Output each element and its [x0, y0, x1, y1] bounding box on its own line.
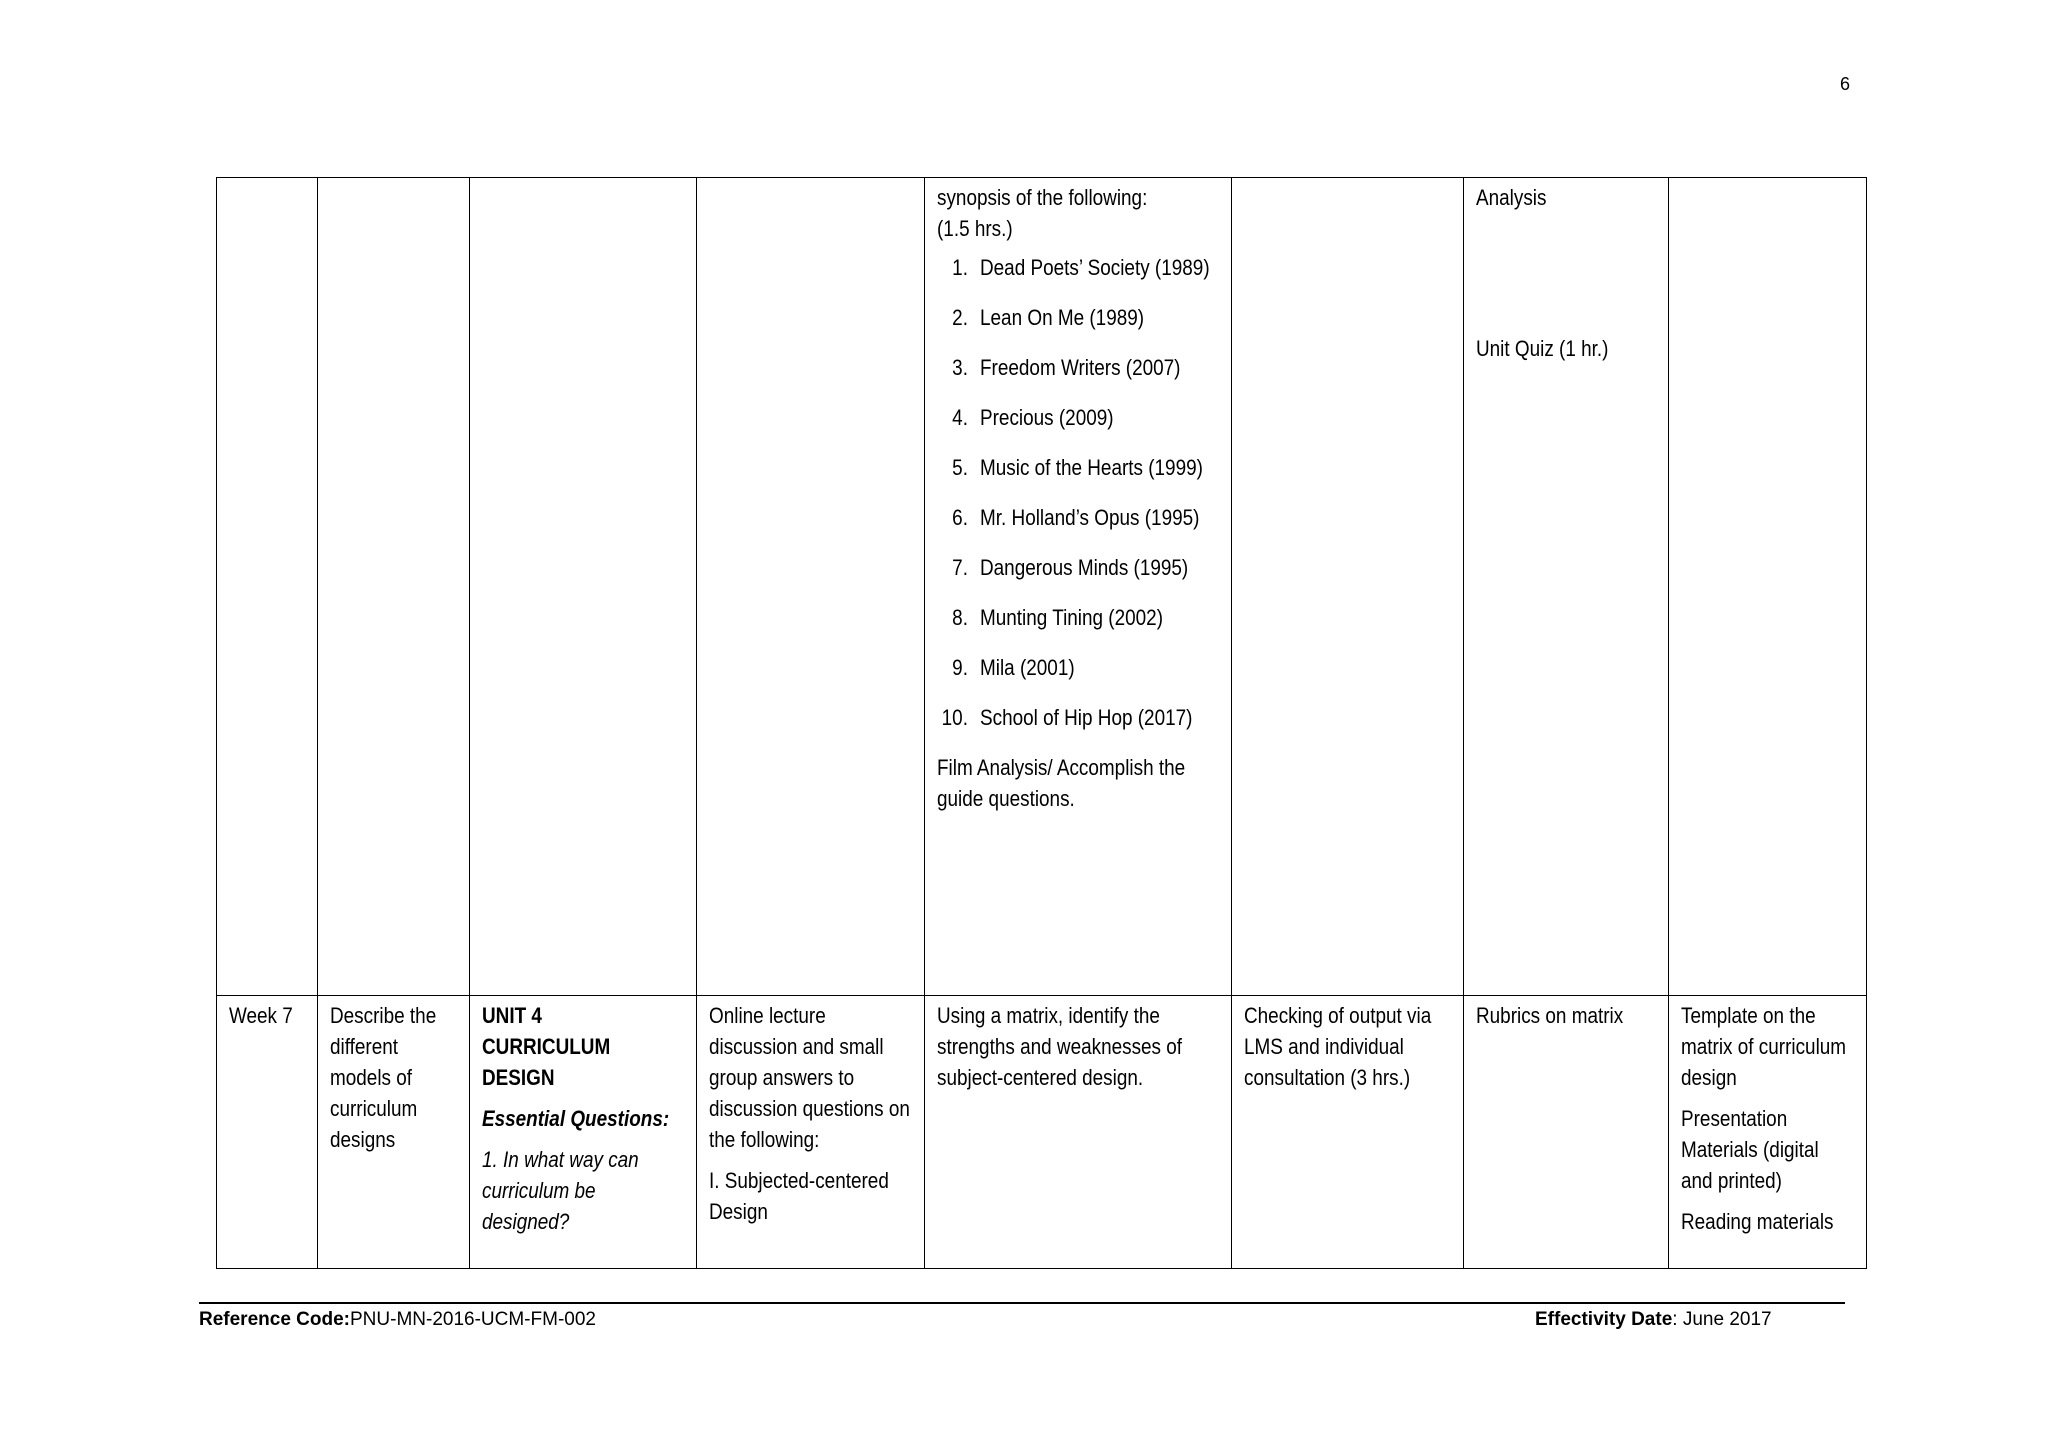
week-cell-empty [217, 178, 318, 996]
effectivity-date: Effectivity Date: June 2017 [1535, 1309, 1772, 1330]
assessment-analysis: Analysis [1476, 185, 1547, 210]
activity-cell: Using a matrix, identify the strengths and weaknesses of subject-centered design. [925, 996, 1232, 1269]
unit-cell [470, 996, 697, 1269]
reference-code: Reference Code:PNU-MN-2016-UCM-FM-002 [199, 1309, 596, 1330]
activity-intro: synopsis of the following: [937, 185, 1148, 210]
outcome-cell: Describe the different models of curriculum designs [318, 996, 470, 1269]
essential-question: 1. In what way can curriculum be designed? [482, 1147, 639, 1234]
footer-divider [199, 1302, 1845, 1304]
assessment-quiz: Unit Quiz (1 hr.) [1476, 336, 1609, 361]
week-cell: Week 7 [217, 996, 318, 1269]
assessment-cell: Rubrics on matrix [1464, 996, 1669, 1269]
resource-item: Presentation Materials (digital and printed) [1681, 1106, 1819, 1193]
resources-cell-empty [1669, 178, 1867, 996]
list-item: 5. Music of the Hearts (1999) [952, 455, 1203, 480]
list-item: 2. Lean On Me (1989) [952, 305, 1145, 330]
list-item: 3. Freedom Writers (2007) [952, 355, 1181, 380]
resource-item: Reading materials [1681, 1209, 1834, 1234]
unit-cell-empty [470, 178, 697, 996]
resource-item: Template on the matrix of curriculum design [1681, 1003, 1847, 1090]
evaluation-cell: Checking of output via LMS and individual consultation (3 hrs.) [1232, 996, 1464, 1269]
continuation-row [217, 178, 1867, 996]
course-plan-table [216, 177, 1867, 1269]
list-item: 1. Dead Poets’ Society (1989) [952, 255, 1210, 280]
unit-title: UNIT 4 [482, 1003, 542, 1028]
list-item: 8. Munting Tining (2002) [952, 605, 1164, 630]
assessment-cell [1464, 178, 1669, 996]
list-item: 9. Mila (2001) [952, 655, 1075, 680]
resources-cell [1669, 996, 1867, 1269]
evaluation-cell-empty [1232, 178, 1464, 996]
method-cell [697, 996, 925, 1269]
activity-hours: (1.5 hrs.) [937, 216, 1013, 241]
page-number: 6 [1840, 74, 1851, 94]
essential-questions-label: Essential Questions: [482, 1106, 670, 1131]
method-text: Online lecture discussion and small group answers to discussion questions on the following: [709, 1003, 910, 1152]
week7-row [217, 996, 1867, 1269]
outcome-cell-empty [318, 178, 470, 996]
method-cell-empty [697, 178, 925, 996]
list-item: 10. School of Hip Hop (2017) [941, 705, 1193, 730]
activity-closing: Film Analysis/ Accomplish the guide questions. [937, 755, 1186, 811]
list-item: 6. Mr. Holland’s Opus (1995) [952, 505, 1200, 530]
activity-cell [925, 178, 1232, 996]
list-item: 4. Precious (2009) [952, 405, 1114, 430]
list-item: 7. Dangerous Minds (1995) [952, 555, 1189, 580]
film-list [937, 252, 1218, 733]
method-topic: I. Subjected-centered Design [709, 1168, 889, 1224]
unit-name: CURRICULUM DESIGN [482, 1034, 611, 1090]
